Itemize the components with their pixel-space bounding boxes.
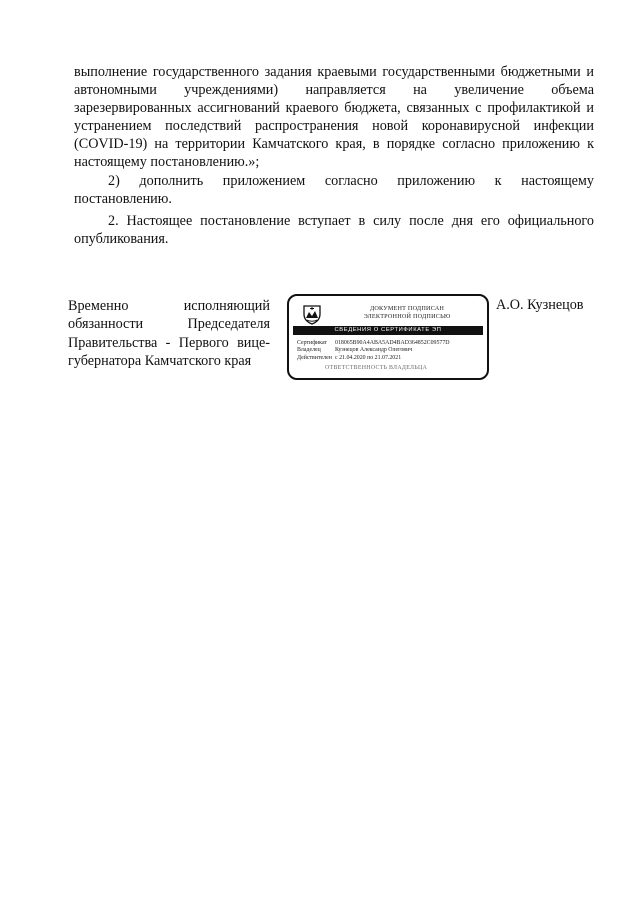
stamp-title-line: ДОКУМЕНТ ПОДПИСАН — [369, 305, 445, 312]
position-line: обязанности Председателя — [68, 316, 270, 333]
stamp-certificate-details — [297, 340, 485, 362]
document-body — [74, 63, 594, 248]
stamp-row-validity — [297, 355, 485, 362]
coat-of-arms-icon — [301, 303, 323, 325]
stamp-row-key: Сертификат — [297, 340, 327, 346]
signatory-position — [68, 297, 270, 370]
stamp-row-value: 018065B90A4ABA5AD4BAD364852C09577D — [335, 340, 450, 346]
position-line: Правительства - Первого вице- — [68, 334, 270, 351]
paragraph-continuation: выполнение государственного задания краевыми государственными бюджетными и автономными учреждениями) направляется на увеличение объема зарезервированных ассигнований краевого бюджета, связанных с профилактикой и устранением последствий распространения новой коронавирусной инфекции (COVID-19) на территории Камчатского края, в порядке согласно приложению к настоящему постановлению.»; — [74, 64, 594, 171]
stamp-row-key: Владелец — [297, 347, 321, 354]
stamp-row-key: Действителен — [297, 354, 332, 361]
stamp-row-value: с 21.04.2020 по 21.07.2021 — [335, 354, 402, 361]
position-line: губернатора Камчатского края — [68, 352, 252, 369]
electronic-signature-stamp — [287, 294, 489, 380]
stamp-title-line: ЭЛЕКТРОННОЙ ПОДПИСЬЮ — [363, 312, 451, 320]
position-line: Временно исполняющий — [68, 298, 270, 314]
paragraph-item-2: 2) дополнить приложением согласно приложению к настоящему постановлению. — [74, 172, 594, 207]
stamp-certificate-header: СВЕДЕНИЯ О СЕРТИФИКАТЕ ЭП — [293, 326, 483, 335]
stamp-row-owner — [297, 347, 485, 354]
stamp-row-value: Кузнецов Александр Олегович — [335, 347, 413, 354]
paragraph-effective-date: 2. Настоящее постановление вступает в силу после дня его официального опубликования. — [74, 212, 594, 247]
signatory-name: А.О. Кузнецов — [496, 297, 584, 313]
stamp-footer: ОТВЕТСТВЕННОСТЬ ВЛАДЕЛЬЦА — [325, 365, 428, 371]
stamp-title — [329, 305, 485, 320]
stamp-row-certificate — [297, 340, 485, 347]
